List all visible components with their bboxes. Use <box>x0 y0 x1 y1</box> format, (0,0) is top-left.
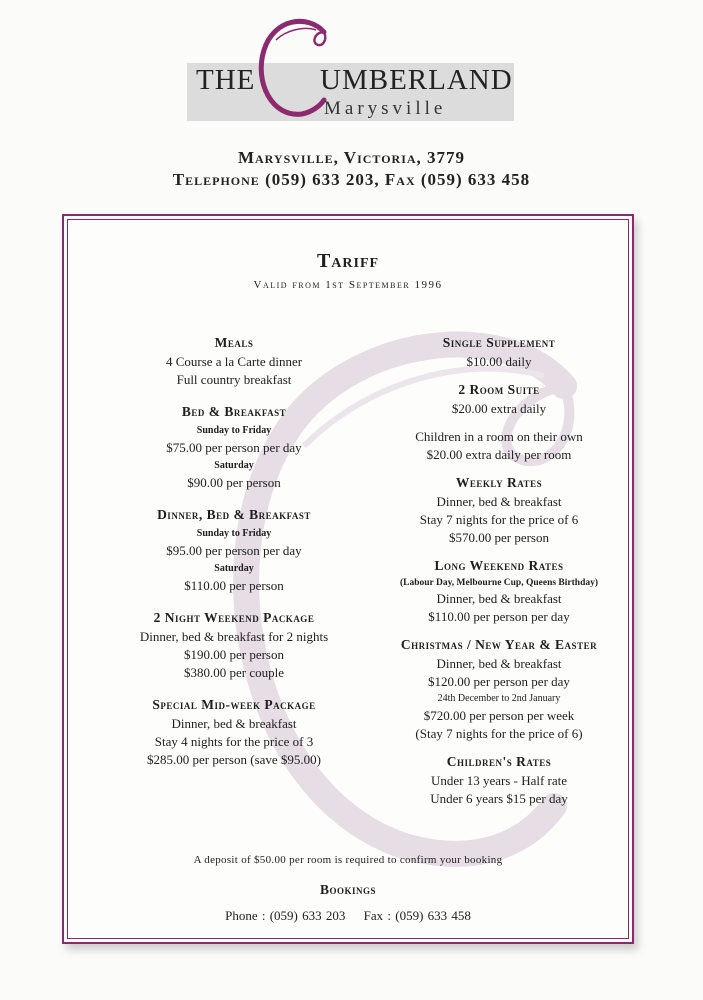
rate-section <box>369 636 629 743</box>
rate-section-heading: Weekly Rates <box>455 475 543 490</box>
logo-word-umberland: UMBERLAND <box>320 64 513 96</box>
logo-word-the: THE <box>196 64 256 96</box>
rate-line: Saturday <box>214 563 254 574</box>
rate-line: $120.00 per person per day <box>428 674 570 689</box>
rate-section <box>114 506 354 595</box>
rate-line: $570.00 per person <box>448 530 549 545</box>
rate-line: Dinner, bed & breakfast <box>436 656 562 671</box>
rate-section <box>114 609 354 682</box>
bookings-fax: Fax : (059) 633 458 <box>363 908 471 923</box>
rates-right-column <box>369 334 629 818</box>
rate-line: $285.00 per person (save $95.00) <box>146 752 321 767</box>
rate-section <box>369 381 629 418</box>
rate-line: 4 Course a la Carte dinner <box>165 354 303 369</box>
rate-line: $110.00 per person <box>184 578 284 593</box>
rate-line: Dinner, bed & breakfast <box>171 716 297 731</box>
rate-line: $90.00 per person <box>187 475 281 490</box>
rate-section-heading: Single Supplement <box>442 335 556 350</box>
rate-line: $380.00 per couple <box>183 665 284 680</box>
rate-line: $20.00 extra daily per room <box>426 447 572 462</box>
tariff-title: Tariff <box>316 250 380 272</box>
bookings-contact <box>64 908 632 924</box>
rate-section-heading: Bed & Breakfast <box>181 404 287 419</box>
rate-line: $95.00 per person per day <box>166 543 302 558</box>
rate-section-heading: Christmas / New Year & Easter <box>400 637 598 652</box>
rate-section-heading: Children's Rates <box>446 754 552 769</box>
rate-line: (Stay 7 nights for the price of 6) <box>415 726 583 741</box>
contact-line: Telephone (059) 633 203, Fax (059) 633 458 <box>172 170 531 189</box>
rate-section <box>369 753 629 808</box>
rate-section <box>369 557 629 626</box>
rate-line: Under 13 years - Half rate <box>430 773 568 788</box>
rate-line: $720.00 per person per week <box>423 708 575 723</box>
rate-section-heading: 2 Night Weekend Package <box>153 610 315 625</box>
rate-line: Stay 7 nights for the price of 6 <box>419 512 579 527</box>
rate-section-heading: Meals <box>214 335 254 350</box>
bookings-heading: Bookings <box>319 882 376 897</box>
rate-line: (Labour Day, Melbourne Cup, Queens Birthday) <box>399 578 599 588</box>
address-line: Marysville, Victoria, 3779 <box>237 148 466 167</box>
rate-section <box>369 474 629 547</box>
rate-section <box>114 334 354 389</box>
rate-line: Under 6 years $15 per day <box>430 791 568 806</box>
rate-line: $110.00 per person per day <box>428 609 570 624</box>
rate-line: 24th December to 2nd January <box>437 693 561 704</box>
rate-line: Sunday to Friday <box>196 425 272 436</box>
rate-line: Dinner, bed & breakfast <box>436 591 562 606</box>
deposit-note: A deposit of $50.00 per room is required to confirm your booking <box>193 854 503 866</box>
logo-subtitle: Marysville <box>324 98 447 119</box>
rate-section-heading: Special Mid-week Package <box>152 697 316 712</box>
rate-line: Children in a room on their own <box>415 429 583 444</box>
rate-line: Dinner, bed & breakfast for 2 nights <box>139 629 329 644</box>
rate-line: $75.00 per person per day <box>166 440 302 455</box>
rate-section <box>369 334 629 371</box>
rate-line: $20.00 extra daily <box>451 401 547 416</box>
rate-line: $190.00 per person <box>183 647 284 662</box>
rate-section <box>369 428 629 464</box>
rate-section <box>114 696 354 769</box>
rate-line: Sunday to Friday <box>196 528 272 539</box>
rate-section-heading: Dinner, Bed & Breakfast <box>157 507 311 522</box>
rates-left-column <box>114 334 354 783</box>
rate-section <box>114 403 354 492</box>
rate-line: Full country breakfast <box>176 372 292 387</box>
rate-line: $10.00 daily <box>466 354 532 369</box>
rate-section-heading: 2 Room Suite <box>458 382 540 397</box>
rate-line: Dinner, bed & breakfast <box>436 494 562 509</box>
tariff-valid-date: Valid from 1st September 1996 <box>253 279 443 291</box>
tariff-frame <box>62 214 634 944</box>
rate-line: Stay 4 nights for the price of 3 <box>154 734 314 749</box>
rate-section-heading: Long Weekend Rates <box>434 558 564 573</box>
rate-line: Saturday <box>214 460 254 471</box>
bookings-phone: Phone : (059) 633 203 <box>225 908 346 923</box>
